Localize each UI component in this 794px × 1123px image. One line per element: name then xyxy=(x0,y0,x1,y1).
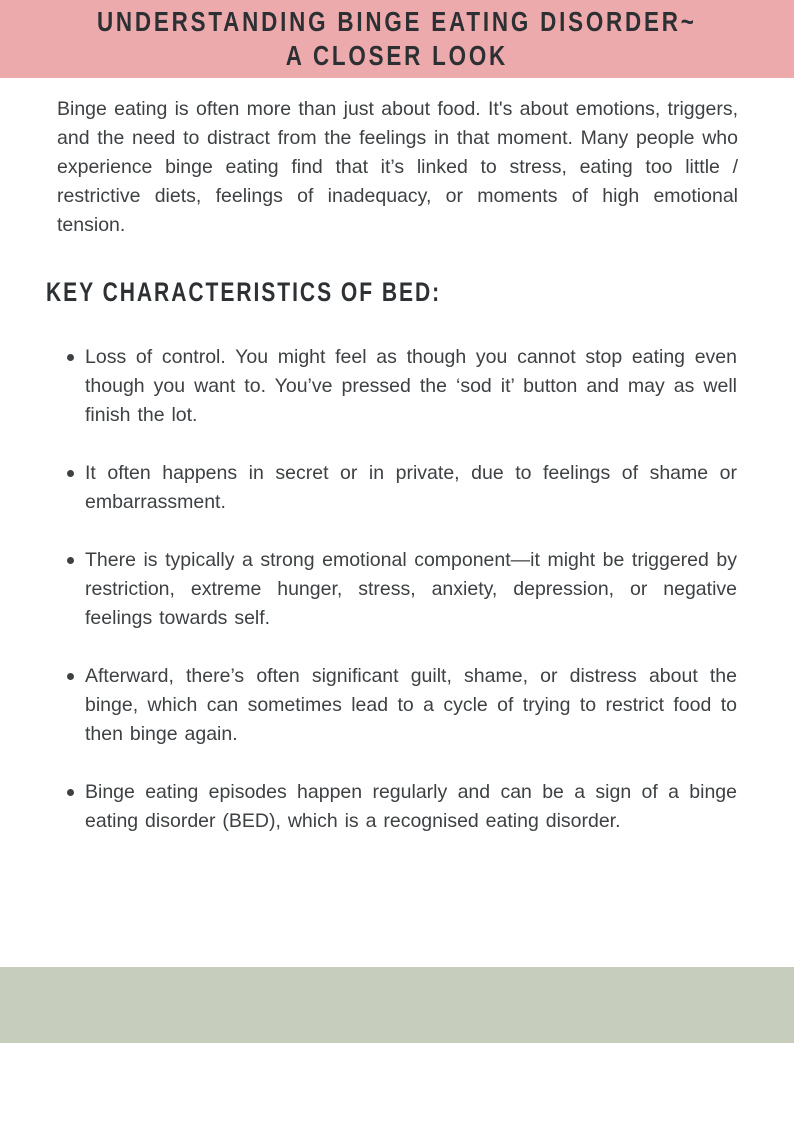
list-item: Loss of control. You might feel as though you cannot stop eating even though you want to. You’ve pressed the ‘sod it’ button and may as well finish the lot. xyxy=(85,343,737,430)
list-item: Binge eating episodes happen regularly and can be a sign of a binge eating disorder (BED), which is a recognised eating disorder. xyxy=(85,778,737,836)
list-item: It often happens in secret or in private, due to feelings of shame or embarrassment. xyxy=(85,459,737,517)
bed-characteristics-list xyxy=(0,343,737,836)
section-heading: KEY CHARACTERISTICS OF BED: xyxy=(46,277,442,307)
footer-color-band xyxy=(0,967,794,1043)
list-item: Afterward, there’s often significant guilt, shame, or distress about the binge, which can sometimes lead to a cycle of trying to restrict food to then binge again. xyxy=(85,662,737,749)
page-title-line-1: UNDERSTANDING BINGE EATING DISORDER~ xyxy=(97,6,697,37)
intro-paragraph: Binge eating is often more than just about food. It's about emotions, triggers, and the need to distract from the feelings in that moment. Many people who experience binge eating find that it’s linked to stress, eating too little / restrictive diets, feelings of inadequacy, or moments of high emotional tension. xyxy=(57,98,738,236)
title-banner xyxy=(0,0,794,78)
page-title-line-2: A CLOSER LOOK xyxy=(285,40,509,71)
list-item: There is typically a strong emotional component—it might be triggered by restriction, extreme hunger, stress, anxiety, depression, or negative feelings towards self. xyxy=(85,546,737,633)
page-content xyxy=(0,78,794,836)
